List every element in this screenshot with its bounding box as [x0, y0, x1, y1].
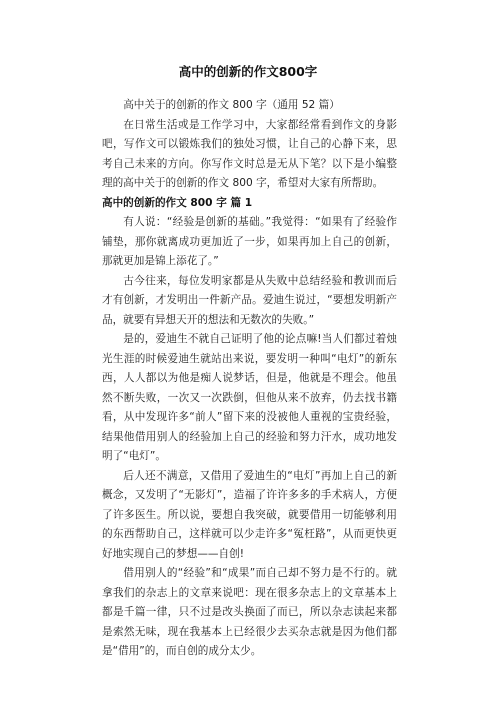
body-paragraph-3: 是的，爱迪生不就自己证明了他的论点嘛!当人们都过着烛光生涯的时候爱迪生就站出来说，要发明一种叫“电灯”的新东西，人人都以为他是痴人说梦话，但是，他就是不理会。他虽然不断失败，一次又一次跌倒，但他从来不放弃，仍去找书籍看，从中发现许多“前人”留下来的没被他人重视的宝贵经验，结果他借用别人的经验加上自己的经验和努力汗水，成功地发明了“电灯”。 — [102, 333, 397, 462]
intro-paragraph: 在日常生活或是工作学习中，大家都经常看到作文的身影吧，写作文可以锻炼我们的独处习惯，让自己的心静下来，思考自己未来的方向。你写作文时总是无从下笔？以下是小编整理的高中关于的创新的作文 800 字，希望对大家有所帮助。 — [102, 118, 397, 189]
body-paragraph-1: 有人说：“经验是创新的基础。”我觉得：“如果有了经验作铺垫，那你就离成功更加近了一步，如果再加上自己的创新，那就更加是锦上添花了。” — [102, 216, 397, 267]
body-paragraph-2: 古今往来，每位发明家都是从失败中总结经验和教训而后才有创新，才发明出一件新产品。爱迪生说过，“要想发明新产品，就要有异想天开的想法和无数次的失败。” — [102, 274, 397, 326]
document-title: 高中的创新的作文800字 — [178, 64, 318, 79]
section-heading: 高中的创新的作文 800 字 篇 1 — [102, 196, 253, 209]
body-paragraph-4: 后人还不满意，又借用了爱迪生的“电灯”再加上自己的新概念，又发明了“无影灯”，造福了许许多多的手术病人，方便了许多医生。所以说，要想自我突破，就要借用一切能够利用的东西帮助自己，这样就可以少走许多“冤枉路”，从而更快更好地实现自己的梦想——自创! — [102, 469, 397, 560]
body-paragraph-5: 借用别人的“经验”和“成果”而自己却不努力是不行的。就拿我们的杂志上的文章来说吧：现在很多杂志上的文章基本上都是千篇一律，只不过是改头换面了而已，所以杂志读起来都是索然无味，现在我基本上已经很少去买杂志就是因为他们都是“借用”的，而自创的成分太少。 — [102, 567, 397, 657]
document-subtitle: 高中关于的创新的作文 800 字（通用 52 篇） — [123, 99, 340, 111]
document-body — [102, 96, 397, 662]
